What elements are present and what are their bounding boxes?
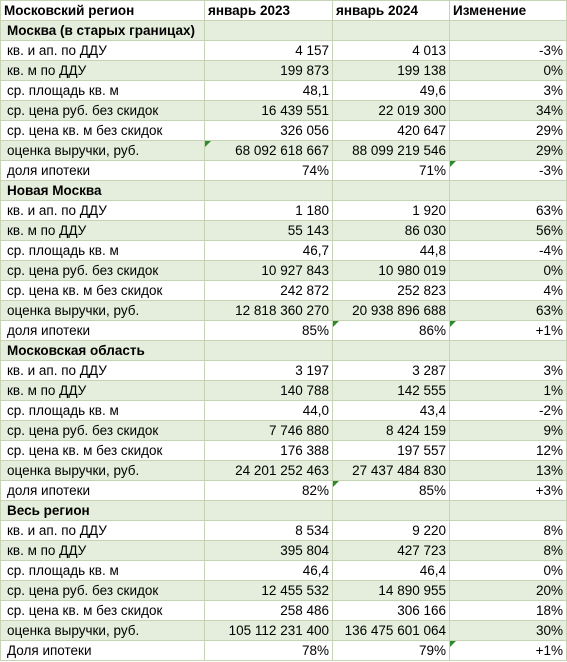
change-cell[interactable]: 56% [450,221,567,241]
section-empty-cell[interactable] [450,341,567,361]
change-cell[interactable]: 0% [450,261,567,281]
table-row [1,521,567,541]
value-2024-cell[interactable]: 142 555 [333,381,450,401]
value-2023-cell[interactable]: 10 927 843 [205,261,333,281]
table-row [1,221,567,241]
value-2023-cell[interactable]: 55 143 [205,221,333,241]
header-region[interactable]: Московский регион [1,1,205,21]
row-label-cell[interactable]: ср. площадь кв. м [1,401,205,421]
table-row [1,41,567,61]
row-label-cell[interactable]: кв. м по ДДУ [1,541,205,561]
header-change[interactable]: Изменение [450,1,567,21]
row-label-cell[interactable]: кв. м по ДДУ [1,61,205,81]
change-cell[interactable]: 9% [450,421,567,441]
table-row [1,261,567,281]
row-label-cell[interactable]: Доля ипотеки [1,641,205,661]
change-cell[interactable]: +1% [450,641,567,661]
table-row [1,401,567,421]
table-row [1,641,567,661]
row-label-cell[interactable]: ср. площадь кв. м [1,81,205,101]
change-cell[interactable]: 8% [450,541,567,561]
change-cell[interactable]: -3% [450,41,567,61]
section-header-row [1,181,567,201]
row-label-cell[interactable]: оценка выручки, руб. [1,461,205,481]
table-row [1,81,567,101]
value-2023-cell[interactable]: 46,4 [205,561,333,581]
change-cell[interactable]: +1% [450,321,567,341]
row-label-cell[interactable]: ср. цена кв. м без скидок [1,121,205,141]
value-2023-cell[interactable]: 176 388 [205,441,333,461]
table-row [1,421,567,441]
value-2023-cell[interactable]: 16 439 551 [205,101,333,121]
value-2023-cell[interactable]: 48,1 [205,81,333,101]
table-row [1,541,567,561]
change-cell[interactable]: 63% [450,301,567,321]
value-2023-cell[interactable]: 395 804 [205,541,333,561]
value-2024-cell[interactable]: 8 424 159 [333,421,450,441]
table-row [1,101,567,121]
value-2024-cell[interactable]: 427 723 [333,541,450,561]
change-cell[interactable]: -3% [450,161,567,181]
value-2024-cell[interactable]: 10 980 019 [333,261,450,281]
change-cell[interactable]: 1% [450,381,567,401]
change-cell[interactable]: 4% [450,281,567,301]
section-title[interactable]: Московская область [1,341,205,361]
value-2023-cell[interactable]: 12 818 360 270 [205,301,333,321]
row-label-cell[interactable]: оценка выручки, руб. [1,141,205,161]
value-2024-cell[interactable]: 4 013 [333,41,450,61]
row-label-cell[interactable]: кв. м по ДДУ [1,221,205,241]
change-cell[interactable]: 0% [450,61,567,81]
value-2024-cell[interactable]: 88 099 219 546 [333,141,450,161]
table-row [1,241,567,261]
table-row [1,121,567,141]
value-2024-cell[interactable]: 420 647 [333,121,450,141]
row-label-cell[interactable]: доля ипотеки [1,321,205,341]
change-cell[interactable]: +3% [450,481,567,501]
value-2023-cell[interactable]: 68 092 618 667 [205,141,333,161]
table-row [1,201,567,221]
value-2024-cell[interactable]: 252 823 [333,281,450,301]
section-title[interactable]: Новая Москва [1,181,205,201]
table-row [1,381,567,401]
value-2023-cell[interactable]: 105 112 231 400 [205,621,333,641]
value-2024-cell[interactable]: 199 138 [333,61,450,81]
section-empty-cell[interactable] [333,341,450,361]
row-label-cell[interactable]: кв. и ап. по ДДУ [1,361,205,381]
row-label-cell[interactable]: ср. площадь кв. м [1,241,205,261]
row-label-cell[interactable]: кв. м по ДДУ [1,381,205,401]
change-cell[interactable]: 3% [450,81,567,101]
change-cell[interactable]: 29% [450,141,567,161]
value-2023-cell[interactable]: 24 201 252 463 [205,461,333,481]
value-2023-cell[interactable]: 12 455 532 [205,581,333,601]
header-jan2024[interactable]: январь 2024 [333,1,450,21]
table-row [1,461,567,481]
value-2024-cell[interactable]: 14 890 955 [333,581,450,601]
section-title[interactable]: Москва (в старых границах) [1,21,205,41]
value-2023-cell[interactable]: 326 056 [205,121,333,141]
section-empty-cell[interactable] [333,181,450,201]
row-label-cell[interactable]: доля ипотеки [1,481,205,501]
value-2024-cell[interactable]: 71% [333,161,450,181]
value-2023-cell[interactable]: 3 197 [205,361,333,381]
row-label-cell[interactable]: ср. цена кв. м без скидок [1,601,205,621]
row-label-cell[interactable]: ср. цена кв. м без скидок [1,281,205,301]
row-label-cell[interactable]: ср. цена руб. без скидок [1,421,205,441]
value-2024-cell[interactable]: 20 938 896 688 [333,301,450,321]
value-2024-cell[interactable]: 46,4 [333,561,450,581]
table-row [1,601,567,621]
section-header-row [1,341,567,361]
row-label-cell[interactable]: доля ипотеки [1,161,205,181]
value-2024-cell[interactable]: 3 287 [333,361,450,381]
table-row [1,621,567,641]
section-header-row [1,501,567,521]
value-2023-cell[interactable]: 85% [205,321,333,341]
table-row [1,481,567,501]
section-title[interactable]: Весь регион [1,501,205,521]
value-2023-cell[interactable]: 78% [205,641,333,661]
change-cell[interactable]: 0% [450,561,567,581]
change-cell[interactable]: 3% [450,361,567,381]
value-2023-cell[interactable]: 199 873 [205,61,333,81]
value-2023-cell[interactable]: 46,7 [205,241,333,261]
table-row [1,281,567,301]
header-jan2023[interactable]: январь 2023 [205,1,333,21]
table-row [1,441,567,461]
value-2024-cell[interactable]: 44,8 [333,241,450,261]
section-empty-cell[interactable] [450,501,567,521]
row-label-cell[interactable]: кв. и ап. по ДДУ [1,521,205,541]
value-2023-cell[interactable]: 82% [205,481,333,501]
section-empty-cell[interactable] [333,21,450,41]
value-2023-cell[interactable]: 8 534 [205,521,333,541]
value-2023-cell[interactable]: 44,0 [205,401,333,421]
section-empty-cell[interactable] [205,341,333,361]
value-2023-cell[interactable]: 1 180 [205,201,333,221]
value-2023-cell[interactable]: 4 157 [205,41,333,61]
section-empty-cell[interactable] [450,181,567,201]
change-cell[interactable]: -4% [450,241,567,261]
table-row [1,61,567,81]
table-row [1,141,567,161]
table-row [1,561,567,581]
value-2024-cell[interactable]: 86 030 [333,221,450,241]
row-label-cell[interactable]: оценка выручки, руб. [1,621,205,641]
value-2023-cell[interactable]: 258 486 [205,601,333,621]
value-2024-cell[interactable]: 85% [333,481,450,501]
value-2023-cell[interactable]: 242 872 [205,281,333,301]
value-2024-cell[interactable]: 136 475 601 064 [333,621,450,641]
row-label-cell[interactable]: ср. цена руб. без скидок [1,581,205,601]
value-2024-cell[interactable]: 86% [333,321,450,341]
table-body [1,21,567,661]
table-row [1,361,567,381]
change-cell[interactable]: 13% [450,461,567,481]
change-cell[interactable]: -2% [450,401,567,421]
row-label-cell[interactable]: кв. и ап. по ДДУ [1,201,205,221]
table-row [1,301,567,321]
change-cell[interactable]: 18% [450,601,567,621]
section-empty-cell[interactable] [205,21,333,41]
value-2023-cell[interactable]: 74% [205,161,333,181]
change-cell[interactable]: 34% [450,101,567,121]
row-label-cell[interactable]: кв. и ап. по ДДУ [1,41,205,61]
table-row [1,161,567,181]
header-row [1,1,567,21]
change-cell[interactable]: 12% [450,441,567,461]
change-cell[interactable]: 20% [450,581,567,601]
table-row [1,581,567,601]
section-header-row [1,21,567,41]
row-label-cell[interactable]: ср. цена руб. без скидок [1,261,205,281]
table-row [1,321,567,341]
value-2023-cell[interactable]: 140 788 [205,381,333,401]
change-cell[interactable]: 30% [450,621,567,641]
row-label-cell[interactable]: ср. цена кв. м без скидок [1,441,205,461]
section-empty-cell[interactable] [450,21,567,41]
change-cell[interactable]: 63% [450,201,567,221]
section-empty-cell[interactable] [205,181,333,201]
row-label-cell[interactable]: ср. площадь кв. м [1,561,205,581]
change-cell[interactable]: 29% [450,121,567,141]
value-2024-cell[interactable]: 1 920 [333,201,450,221]
section-empty-cell[interactable] [205,501,333,521]
value-2024-cell[interactable]: 9 220 [333,521,450,541]
row-label-cell[interactable]: оценка выручки, руб. [1,301,205,321]
section-empty-cell[interactable] [333,501,450,521]
row-label-cell[interactable]: ср. цена руб. без скидок [1,101,205,121]
change-cell[interactable]: 8% [450,521,567,541]
value-2024-cell[interactable]: 79% [333,641,450,661]
value-2024-cell[interactable]: 306 166 [333,601,450,621]
value-2024-cell[interactable]: 43,4 [333,401,450,421]
value-2024-cell[interactable]: 197 557 [333,441,450,461]
value-2024-cell[interactable]: 49,6 [333,81,450,101]
value-2023-cell[interactable]: 7 746 880 [205,421,333,441]
value-2024-cell[interactable]: 27 437 484 830 [333,461,450,481]
value-2024-cell[interactable]: 22 019 300 [333,101,450,121]
